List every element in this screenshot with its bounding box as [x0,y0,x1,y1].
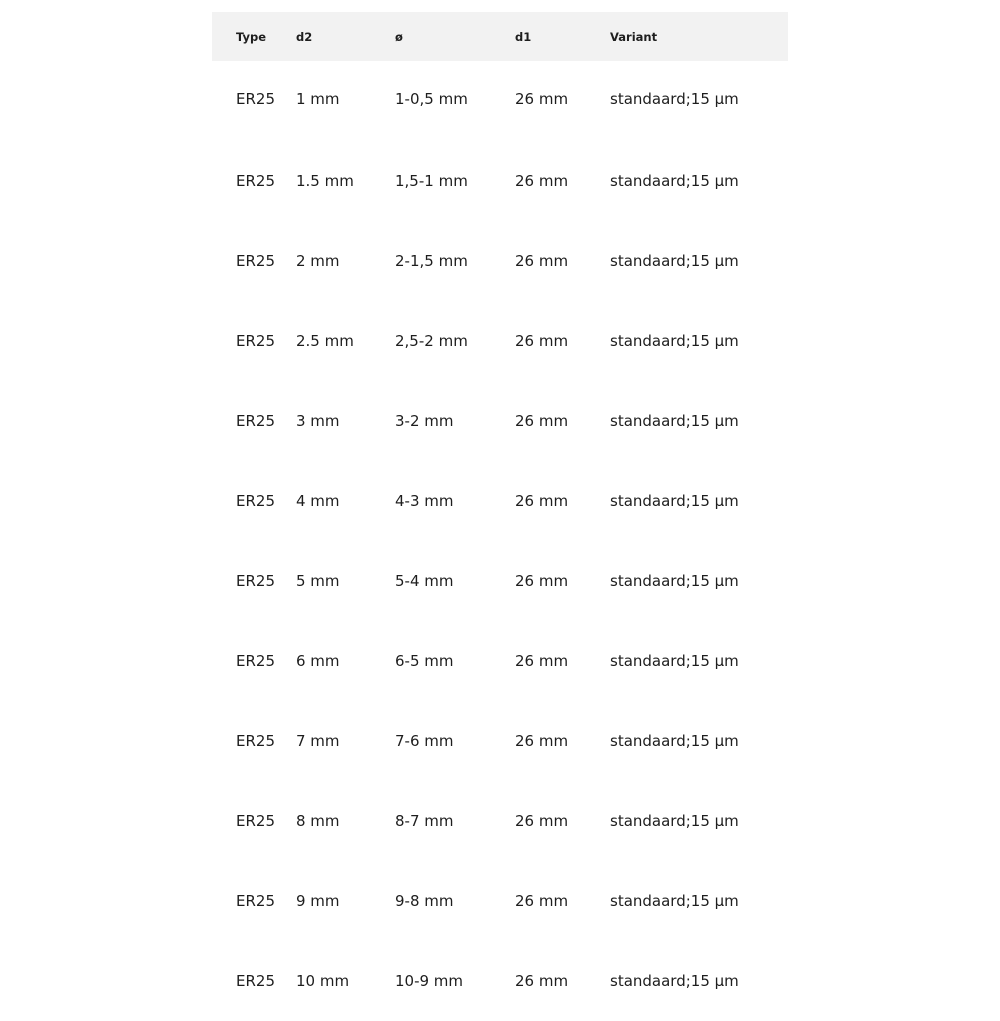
cell-variant: standaard;15 µm [610,652,739,670]
cell-d1: 26 mm [515,492,569,510]
cell-d2: 2 mm [296,252,340,270]
cell-diameter: 10-9 mm [395,972,464,990]
cell-variant: standaard;15 µm [610,812,739,830]
cell-variant: standaard;15 µm [610,252,739,270]
cell-d2: 10 mm [296,972,350,990]
cell-d1: 26 mm [515,252,569,270]
cell-d1: 26 mm [515,332,569,350]
table-row [212,781,788,861]
cell-d1: 26 mm [515,972,569,990]
cell-d2: 1.5 mm [296,172,354,190]
cell-diameter: 1,5-1 mm [395,172,468,190]
cell-d1: 26 mm [515,412,569,430]
cell-type: ER25 [236,412,275,430]
column-header-variant: Variant [610,29,658,44]
cell-diameter: 6-5 mm [395,652,454,670]
cell-type: ER25 [236,172,275,190]
table-header [212,12,788,61]
cell-type: ER25 [236,332,275,350]
cell-d1: 26 mm [515,652,569,670]
column-header-type: Type [236,29,267,44]
cell-diameter: 7-6 mm [395,732,454,750]
table-row [212,381,788,461]
cell-type: ER25 [236,90,275,108]
product-spec-table [212,12,788,1021]
cell-d2: 8 mm [296,812,340,830]
product-spec-table-container [212,12,788,1021]
cell-diameter: 2-1,5 mm [395,252,468,270]
cell-type: ER25 [236,812,275,830]
table-row [212,541,788,621]
cell-variant: standaard;15 µm [610,972,739,990]
cell-d2: 9 mm [296,892,340,910]
cell-diameter: 2,5-2 mm [395,332,468,350]
table-row [212,621,788,701]
column-header-d1: d1 [515,29,532,44]
cell-d1: 26 mm [515,572,569,590]
cell-variant: standaard;15 µm [610,572,739,590]
cell-type: ER25 [236,572,275,590]
cell-diameter: 8-7 mm [395,812,454,830]
cell-d2: 5 mm [296,572,340,590]
cell-diameter: 3-2 mm [395,412,454,430]
cell-type: ER25 [236,972,275,990]
table-header-row [212,12,788,61]
cell-variant: standaard;15 µm [610,90,739,108]
column-header-d2: d2 [296,29,313,44]
table-row [212,461,788,541]
cell-variant: standaard;15 µm [610,732,739,750]
cell-d1: 26 mm [515,812,569,830]
cell-type: ER25 [236,492,275,510]
cell-d2: 7 mm [296,732,340,750]
table-row [212,221,788,301]
column-header-diameter: ø [395,29,403,44]
table-row [212,941,788,1021]
table-row [212,141,788,221]
table-row [212,861,788,941]
cell-diameter: 1-0,5 mm [395,90,468,108]
cell-type: ER25 [236,892,275,910]
cell-type: ER25 [236,732,275,750]
cell-diameter: 4-3 mm [395,492,454,510]
cell-diameter: 5-4 mm [395,572,454,590]
table-row [212,61,788,141]
cell-d1: 26 mm [515,172,569,190]
cell-d1: 26 mm [515,732,569,750]
table-row [212,301,788,381]
cell-variant: standaard;15 µm [610,492,739,510]
cell-d2: 4 mm [296,492,340,510]
cell-variant: standaard;15 µm [610,412,739,430]
cell-type: ER25 [236,252,275,270]
table-body [212,61,788,1021]
cell-type: ER25 [236,652,275,670]
cell-d2: 2.5 mm [296,332,354,350]
cell-variant: standaard;15 µm [610,892,739,910]
cell-variant: standaard;15 µm [610,332,739,350]
cell-diameter: 9-8 mm [395,892,454,910]
cell-d1: 26 mm [515,892,569,910]
cell-d2: 3 mm [296,412,340,430]
table-row [212,701,788,781]
cell-variant: standaard;15 µm [610,172,739,190]
cell-d1: 26 mm [515,90,569,108]
cell-d2: 6 mm [296,652,340,670]
cell-d2: 1 mm [296,90,340,108]
